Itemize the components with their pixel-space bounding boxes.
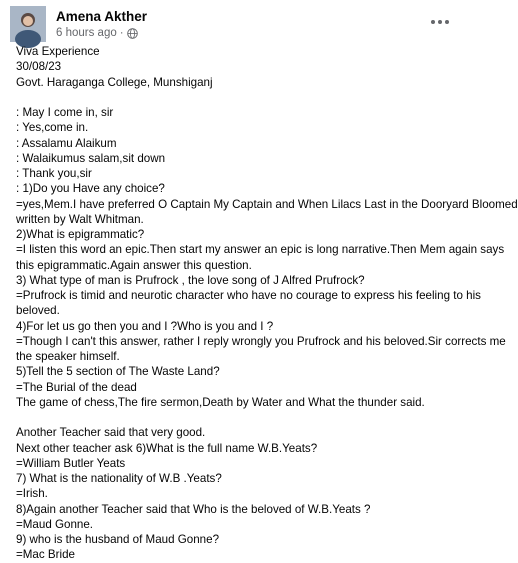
- globe-icon[interactable]: [127, 28, 138, 39]
- post-text-line: Viva Experience: [16, 45, 100, 58]
- post-text-line: Next other teacher ask 6)What is the full name W.B.Yeats?: [16, 441, 318, 455]
- post-text-line: written by Walt Whitman.: [16, 212, 144, 226]
- post-text-line: 2)What is epigrammatic?: [16, 228, 145, 241]
- post-text-line: : Assalamu Alaikum: [16, 136, 117, 150]
- post-text-line: =William Butler Yeats: [16, 456, 126, 470]
- post-text-line: 8)Again another Teacher said that Who is the beloved of W.B.Yeats ?: [16, 502, 371, 516]
- post-text: [16, 44, 518, 563]
- post-text-line: =Maud Gonne.: [16, 517, 94, 531]
- post-text-line: : Thank you,sir: [16, 167, 92, 180]
- post-text-line: =yes,Mem.I have preferred O Captain My Captain and When Lilacs Last in the Dooryard Bloomed: [16, 197, 518, 211]
- post-text-line: this epigrammatic.Again answer this question.: [16, 258, 252, 272]
- post-text-line: : May I come in, sir: [16, 106, 114, 119]
- post-text-line: =Mac Bride: [16, 548, 75, 562]
- post-text-line: Another Teacher said that very good.: [16, 426, 206, 440]
- post-text-line: 7) What is the nationality of W.B .Yeats?: [16, 472, 222, 485]
- post-text-line: =Prufrock is timid and neurotic character who have no courage to express his feeling to his: [16, 289, 481, 302]
- post-meta: [56, 27, 138, 39]
- post-text-line: =Though I can't this answer, rather I reply wrongly you Prufrock and his beloved.Sir corrects me: [16, 334, 506, 348]
- avatar[interactable]: [10, 6, 46, 42]
- more-options-icon[interactable]: [426, 12, 454, 32]
- post-text-line: : Walaikumus salam,sit down: [16, 151, 166, 165]
- post-text-line: 4)For let us go then you and I ?Who is you and I ?: [16, 319, 274, 333]
- post-time[interactable]: 6 hours ago: [56, 27, 117, 39]
- post-text-line: =Irish.: [16, 487, 48, 501]
- post-text-line: beloved.: [16, 304, 60, 318]
- post-text-line: Govt. Haraganga College, Munshiganj: [16, 75, 213, 89]
- paragraph-gap: [16, 90, 452, 105]
- meta-separator: ·: [119, 27, 124, 39]
- post-text-line: =The Burial of the dead: [16, 380, 137, 394]
- paragraph-gap: [16, 410, 452, 425]
- post-text-line: 5)Tell the 5 section of The Waste Land?: [16, 365, 220, 379]
- post-text-line: The game of chess,The fire sermon,Death by Water and What the thunder said.: [16, 395, 425, 409]
- post-text-line: 9) who is the husband of Maud Gonne?: [16, 533, 220, 546]
- post-text-line: 30/08/23: [16, 60, 62, 74]
- post-text-line: : Yes,come in.: [16, 121, 89, 135]
- post-header: [10, 6, 454, 42]
- post-text-line: 3) What type of man is Prufrock , the love song of J Alfred Prufrock?: [16, 273, 365, 287]
- post-text-line: : 1)Do you Have any choice?: [16, 182, 165, 196]
- post-text-line: =I listen this word an epic.Then start my answer an epic is long narrative.Then Mem again says: [16, 243, 505, 257]
- post-text-line: the speaker himself.: [16, 350, 120, 363]
- author-name[interactable]: Amena Akther: [56, 9, 148, 24]
